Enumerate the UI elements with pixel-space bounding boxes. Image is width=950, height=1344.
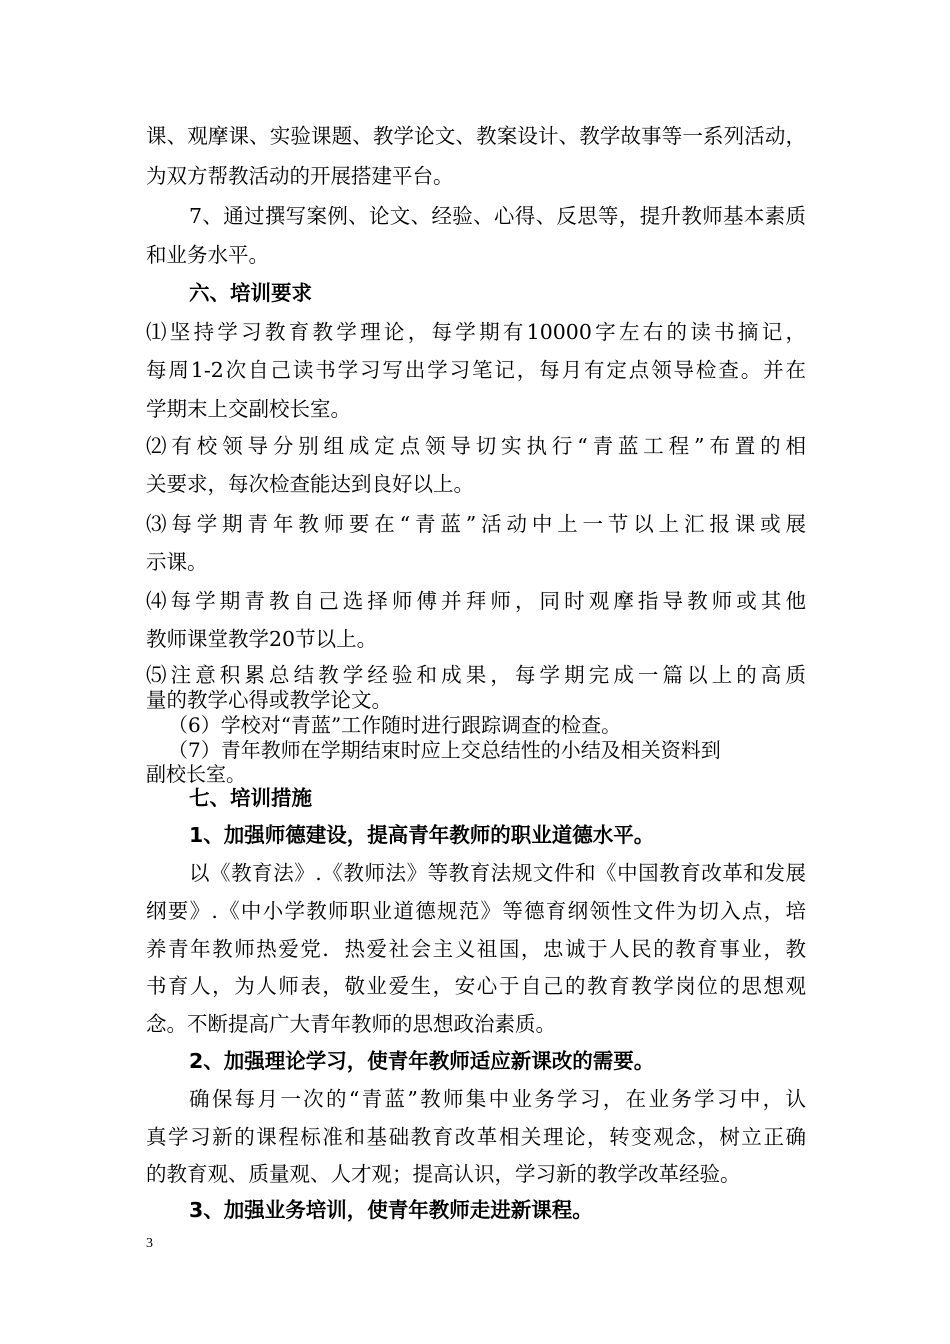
paragraph-line: ⑷每学期青教自己选择师傅并拜师，同时观摩指导教师或其他 (146, 589, 806, 613)
paragraph-line: 和业务水平。 (146, 243, 269, 267)
paragraph-line: 示课。 (146, 550, 208, 574)
paragraph-line: ⑵有校领导分别组成定点领导切实执行“青蓝工程”布置的相 (146, 434, 806, 458)
paragraph-line: （7）青年教师在学期结束时应上交总结性的小结及相关资料到 (168, 738, 721, 762)
paragraph-line: 念。不断提高广大青年教师的思想政治素质。 (146, 1012, 556, 1036)
subsection-heading: 2、加强理论学习，使青年教师适应新课改的需要。 (189, 1049, 655, 1073)
paragraph-line: 课、观摩课、实验课题、教学论文、教案设计、教学故事等一系列活动， (146, 124, 806, 148)
subsection-heading: 3、加强业务培训，使青年教师走进新课程。 (189, 1198, 593, 1222)
paragraph-line: 确保每月一次的“青蓝”教师集中业务学习，在业务学习中，认 (189, 1087, 806, 1111)
paragraph-line: 关要求，每次检查能达到良好以上。 (146, 472, 474, 496)
paragraph-line: 纲要》.《中小学教师职业道德规范》等德育纲领性文件为切入点，培 (146, 899, 806, 923)
section-heading: 六、培训要求 (189, 281, 312, 305)
paragraph-line: 书育人，为人师表，敬业爱生，安心于自己的教育教学岗位的思想观 (146, 974, 806, 998)
paragraph-line: 每周1-2次自己读书学习写出学习笔记，每月有定点领导检查。并在 (146, 358, 806, 382)
paragraph-line: ⑴坚持学习教育教学理论，每学期有10000字左右的读书摘记， (146, 320, 806, 344)
paragraph-line: 学期末上交副校长室。 (146, 397, 351, 421)
paragraph-line: 副校长室。 (146, 762, 246, 786)
section-heading: 七、培训措施 (189, 786, 312, 810)
paragraph-line: ⑸注意积累总结教学经验和成果，每学期完成一篇以上的高质 (146, 663, 806, 687)
paragraph-line: 教师课堂教学20节以上。 (146, 627, 378, 651)
paragraph-line: 的教育观、质量观、人才观；提高认识，学习新的教学改革经验。 (146, 1162, 741, 1186)
paragraph-line: 7、通过撰写案例、论文、经验、心得、反思等，提升教师基本素质 (189, 204, 806, 228)
paragraph-line: ⑶每学期青年教师要在“青蓝”活动中上一节以上汇报课或展 (146, 512, 806, 536)
paragraph-line: 以《教育法》.《教师法》等教育法规文件和《中国教育改革和发展 (189, 861, 806, 885)
paragraph-line: （6）学校对“青蓝”工作随时进行跟踪调查的检查。 (168, 713, 622, 737)
paragraph-line: 养青年教师热爱党．热爱社会主义祖国，忠诚于人民的教育事业，教 (146, 937, 806, 961)
subsection-heading: 1、加强师德建设，提高青年教师的职业道德水平。 (189, 823, 655, 847)
paragraph-line: 真学习新的课程标准和基础教育改革相关理论，转变观念，树立正确 (146, 1125, 806, 1149)
paragraph-line: 量的教学心得或教学论文。 (146, 688, 392, 712)
paragraph-line: 为双方帮教活动的开展搭建平台。 (146, 164, 454, 188)
page-number: 3 (146, 1236, 153, 1251)
